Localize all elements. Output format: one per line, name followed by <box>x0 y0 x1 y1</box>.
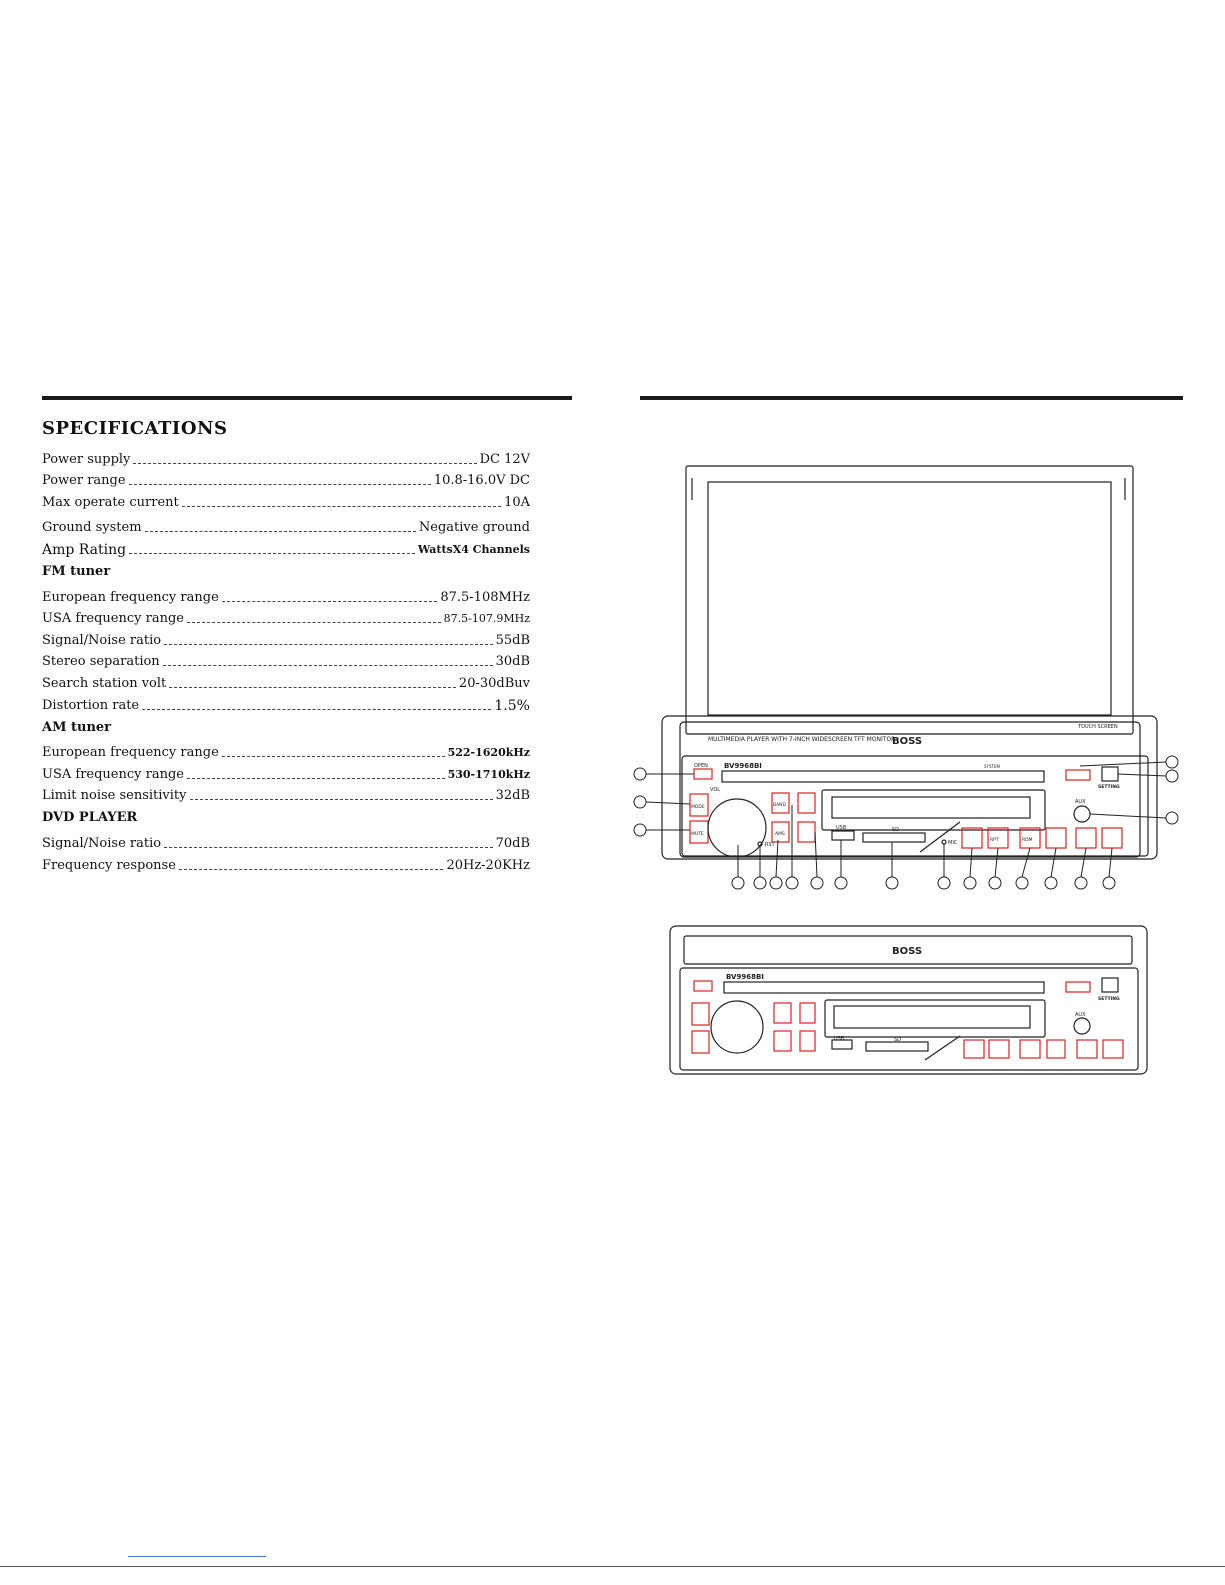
spec-label: European frequency range <box>42 589 219 605</box>
ams-label: AMS <box>775 832 785 837</box>
open-label: OPEN <box>694 763 708 769</box>
usb-label-lower: USB <box>834 1036 845 1042</box>
aux-label: AUX <box>1075 799 1086 805</box>
setting-label: SETTING <box>1098 785 1120 790</box>
spec-row <box>42 670 530 692</box>
spec-label: Power supply <box>42 451 131 467</box>
spec-value: 522-1620kHz <box>447 746 530 760</box>
device-diagram <box>620 460 1190 1090</box>
sd-label-lower: SD <box>894 1037 902 1043</box>
setting-label-lower: SETTING <box>1098 997 1120 1002</box>
spec-label: Frequency response <box>42 857 176 873</box>
prev-track-button[interactable] <box>798 822 815 842</box>
spec-row <box>42 692 530 714</box>
spec-value: 70dB <box>495 835 530 851</box>
spec-value: 1.5% <box>494 697 530 714</box>
spec-label: USA frequency range <box>42 766 184 782</box>
spec-row <box>42 740 530 762</box>
bottom-page-line <box>0 1566 1225 1567</box>
spec-label: Limit noise sensitivity <box>42 788 187 804</box>
spec-row <box>42 649 530 671</box>
spec-row <box>42 468 530 490</box>
usb-label: USB <box>836 825 847 831</box>
spec-value: 10.8-16.0V DC <box>433 473 530 489</box>
open-button[interactable] <box>694 769 712 779</box>
spec-row <box>42 515 530 537</box>
spec-value: 20-30dBuv <box>458 675 530 691</box>
system-label: SYSTEM <box>984 764 1000 769</box>
spec-value: 87.5-107.9MHz <box>443 612 530 626</box>
spec-label: Signal/Noise ratio <box>42 835 162 851</box>
touch-screen-badge: TOUCH SCREEN <box>1078 724 1118 730</box>
rpt-label: RPT <box>990 838 999 843</box>
spec-row <box>42 627 530 649</box>
monitor-caption: MULTIMEDIA PLAYER WITH 7-INCH WIDESCREEN TFT MONITOR <box>708 736 896 743</box>
preset-1-play-pause-button[interactable] <box>962 828 982 848</box>
aux-jack[interactable] <box>1074 806 1090 822</box>
spec-value: Negative ground <box>418 520 530 536</box>
spec-row <box>42 783 530 805</box>
spec-row <box>42 830 530 852</box>
preset-6-up-button[interactable] <box>1102 828 1122 848</box>
specifications-panel <box>42 418 530 874</box>
spec-label: Amp Rating <box>42 541 127 558</box>
brand-logo-bottom: BOSS <box>892 946 923 957</box>
spec-label: Signal/Noise ratio <box>42 632 162 648</box>
model-label: BV9968BI <box>724 762 762 770</box>
spec-value: 87.5-108MHz <box>440 589 530 605</box>
spec-label: Search station volt <box>42 675 167 691</box>
spec-label: Stereo separation <box>42 654 160 670</box>
front-panel-lower <box>680 968 1138 1070</box>
mute-label: MUTE <box>691 832 704 837</box>
spec-value: 20Hz-20KHz <box>446 857 530 873</box>
spec-value: DC 12V <box>479 451 530 467</box>
setting-button[interactable] <box>1102 767 1118 781</box>
rdm-label: RDM <box>1022 838 1033 843</box>
spec-label: European frequency range <box>42 745 219 761</box>
callouts <box>634 756 1178 889</box>
fm-tuner-title: FM tuner <box>42 563 111 579</box>
eject-button[interactable] <box>1066 770 1090 780</box>
spec-value: 32dB <box>495 788 530 804</box>
volume-knob[interactable] <box>708 799 766 857</box>
spec-label: Max operate current <box>42 494 179 510</box>
left-header-rule <box>42 396 572 400</box>
vol-label: VOL <box>710 787 721 793</box>
mic-label: MIC <box>948 840 958 846</box>
bottom-link-underline <box>128 1556 266 1557</box>
preset-5-down-button[interactable] <box>1076 828 1096 848</box>
band-label: BAND <box>773 803 786 808</box>
model-label-lower: BV9968BI <box>726 973 764 981</box>
spec-row <box>42 446 530 468</box>
spec-row <box>42 536 530 558</box>
dvd-player-title: DVD PLAYER <box>42 810 138 826</box>
rst-label: RST <box>765 842 775 848</box>
spec-value: 30dB <box>495 654 530 670</box>
sd-label: SD <box>892 827 900 833</box>
usb-port[interactable] <box>832 831 854 840</box>
disc-slot <box>722 771 1044 782</box>
display-window <box>822 790 1045 830</box>
spec-row <box>42 584 530 606</box>
mode-label: MODE <box>691 805 705 810</box>
spec-row <box>42 761 530 783</box>
spec-label: Power range <box>42 473 126 489</box>
spec-row <box>42 606 530 628</box>
spec-label: Ground system <box>42 520 142 536</box>
spec-label: Distortion rate <box>42 697 140 713</box>
right-header-rule <box>640 396 1183 400</box>
monitor-frame <box>686 466 1133 734</box>
next-track-button[interactable] <box>798 793 815 813</box>
monitor-screen <box>708 482 1111 715</box>
sd-slot[interactable] <box>863 833 925 842</box>
am-tuner-title: AM tuner <box>42 719 112 735</box>
spec-row <box>42 852 530 874</box>
specifications-title: SPECIFICATIONS <box>42 418 228 439</box>
brand-logo-top: BOSS <box>892 736 923 747</box>
spec-value: 55dB <box>495 632 530 648</box>
aux-label-lower: AUX <box>1075 1012 1086 1018</box>
preset-4-stop-button[interactable] <box>1046 828 1066 848</box>
spec-value: WattsX4 Channels <box>417 542 530 556</box>
spec-value: 10A <box>504 494 530 510</box>
spec-row <box>42 489 530 511</box>
spec-value: 530-1710kHz <box>447 767 530 781</box>
spec-label: USA frequency range <box>42 611 184 627</box>
